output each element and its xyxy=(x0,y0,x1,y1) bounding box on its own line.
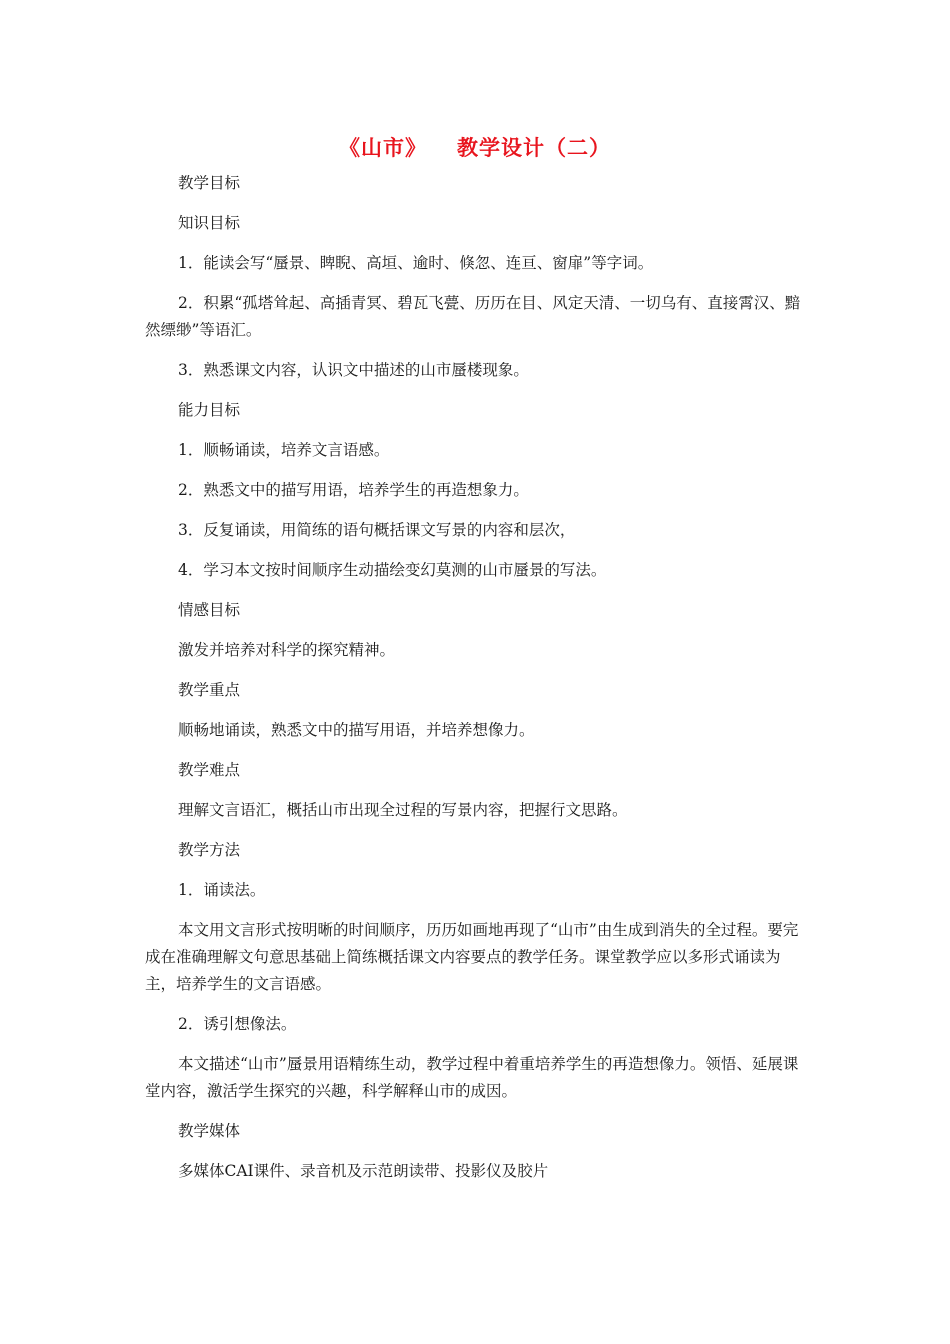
document-title xyxy=(0,132,950,162)
title-book-name: 《山市》 xyxy=(339,135,427,160)
key-points-text: 顺畅地诵读，熟悉文中的描写用语，并培养想像力。 xyxy=(178,721,535,739)
heading-teaching-goals: 教学目标 xyxy=(178,174,241,192)
method-2-title: 2．诱引想像法。 xyxy=(178,1015,297,1033)
ability-item-4: 4．学习本文按时间顺序生动描绘变幻莫测的山市蜃景的写法。 xyxy=(178,561,607,579)
emotion-item: 激发并培养对科学的探究精神。 xyxy=(178,641,396,659)
heading-key-points: 教学重点 xyxy=(178,681,241,699)
heading-media: 教学媒体 xyxy=(178,1122,241,1140)
ability-item-1: 1．顺畅诵读，培养文言语感。 xyxy=(178,441,390,459)
knowledge-item-3: 3．熟悉课文内容，认识文中描述的山市蜃楼现象。 xyxy=(178,361,529,379)
knowledge-item-2: 2．积累“孤塔耸起、高插青冥、碧瓦飞甍、历历在目、风定天清、一切乌有、直接霄汉、黯然缥缈”等语汇。 xyxy=(145,294,801,339)
heading-methods: 教学方法 xyxy=(178,841,241,859)
ability-item-2: 2．熟悉文中的描写用语，培养学生的再造想象力。 xyxy=(178,481,529,499)
heading-knowledge-goals: 知识目标 xyxy=(178,214,241,232)
method-1-text: 本文用文言形式按明晰的时间顺序，历历如画地再现了“山市”由生成到消失的全过程。要完成在准确理解文句意思基础上简练概括课文内容要点的教学任务。课堂教学应以多形式诵读为主，培养学生的文言语感。 xyxy=(145,921,799,993)
method-1-title: 1．诵读法。 xyxy=(178,881,266,899)
document-body xyxy=(145,170,810,1198)
knowledge-item-1: 1．能读会写“蜃景、睥睨、高垣、逾时、倏忽、连亘、窗扉”等字词。 xyxy=(178,254,654,272)
heading-difficulties: 教学难点 xyxy=(178,761,241,779)
title-subtitle: 教学设计（二） xyxy=(457,135,611,160)
heading-ability-goals: 能力目标 xyxy=(178,401,241,419)
difficulties-text: 理解文言语汇，概括山市出现全过程的写景内容，把握行文思路。 xyxy=(178,801,628,819)
ability-item-3: 3．反复诵读，用简练的语句概括课文写景的内容和层次， xyxy=(178,521,576,539)
media-text: 多媒体CAI课件、录音机及示范朗读带、投影仪及胶片 xyxy=(178,1162,549,1180)
method-2-text: 本文描述“山市”蜃景用语精练生动，教学过程中着重培养学生的再造想像力。领悟、延展课堂内容，激活学生探究的兴趣，科学解释山市的成因。 xyxy=(145,1055,799,1100)
heading-emotion-goals: 情感目标 xyxy=(178,601,241,619)
